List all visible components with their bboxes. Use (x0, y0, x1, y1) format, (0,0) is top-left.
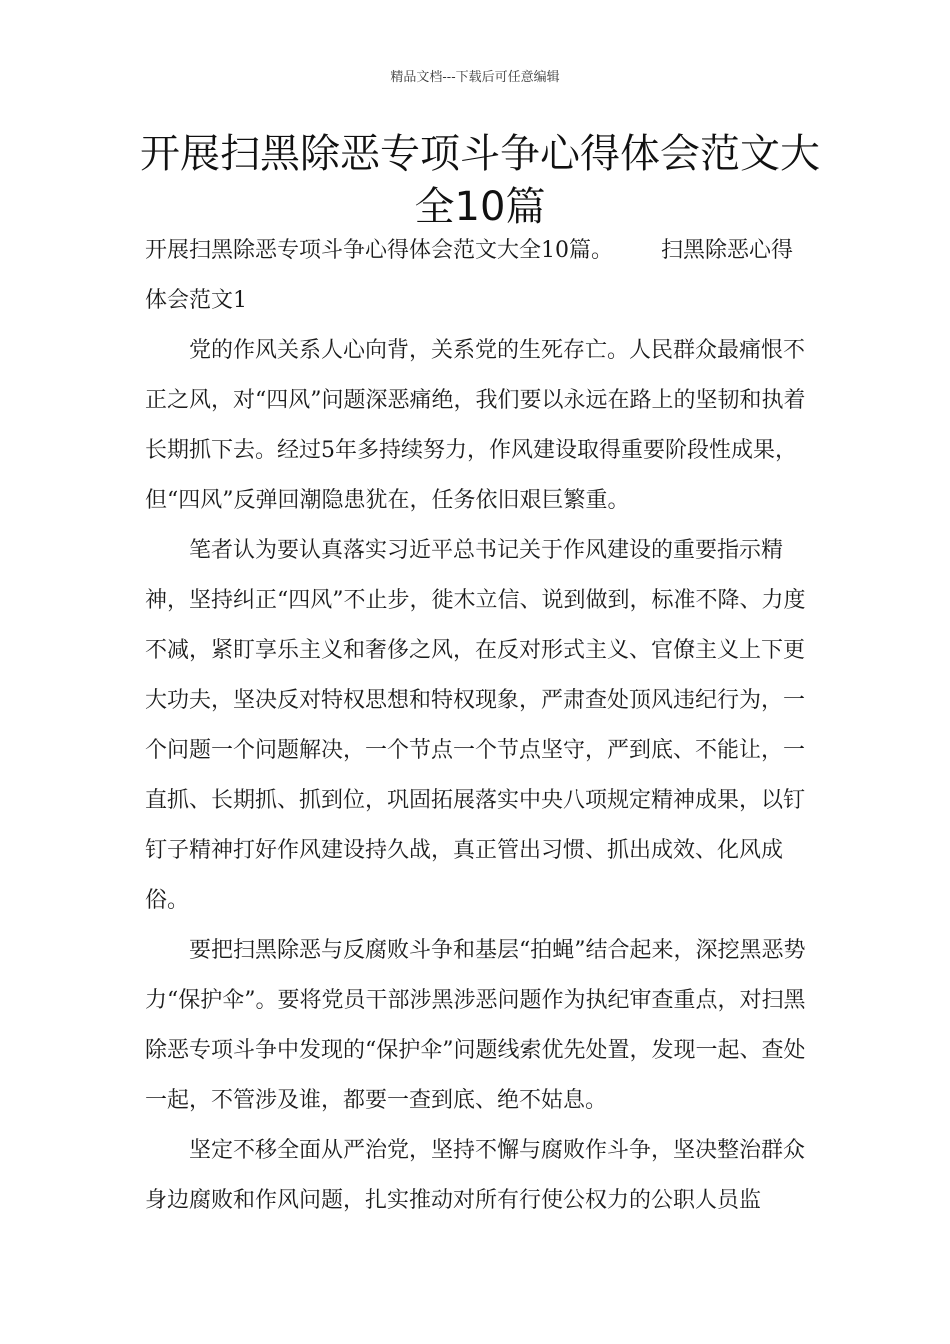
body-paragraph-3: 要把扫黑除恶与反腐败斗争和基层“拍蝇”结合起来，深挖黑恶势力“保护伞”。要将党员干部涉黑涉恶问题作为执纪审查重点，对扫黑除恶专项斗争中发现的“保护伞”问题线索优先处置，发现一起、查处一起，不管涉及谁，都要一查到底、绝不姑息。 (145, 938, 806, 1113)
section-heading: 扫黑除恶心得体会范文1 (145, 238, 794, 313)
body-paragraph-4: 坚定不移全面从严治党，坚持不懈与腐败作斗争，坚决整治群众身边腐败和作风问题，扎实推动对所有行使公权力的公职人员监 (145, 1138, 806, 1213)
body-paragraph-2: 笔者认为要认真落实习近平总书记关于作风建设的重要指示精神，坚持纠正“四风”不止步，徙木立信、说到做到，标准不降、力度不减，紧盯享乐主义和奢侈之风，在反对形式主义、官僚主义上下更大功夫，坚决反对特权思想和特权现象，严肃查处顶风违纪行为，一个问题一个问题解决，一个节点一个节点坚守，严到底、不能让，一直抓、长期抓、抓到位，巩固拓展落实中央八项规定精神成果，以钉钉子精神打好作风建设持久战，真正管出习惯、抓出成效、化风成俗。 (145, 538, 806, 913)
title-line-1: 开展扫黑除恶专项斗争心得体会范文大 (140, 131, 820, 177)
intro-text: 开展扫黑除恶专项斗争心得体会范文大全10篇。 (145, 238, 613, 263)
document-body (145, 226, 811, 1226)
document-title (130, 128, 830, 234)
intro-paragraph (145, 226, 811, 326)
page-header-note: 精品文档---下载后可任意编辑 (390, 70, 560, 85)
title-line-2: 全10篇 (414, 184, 546, 230)
body-paragraph-1: 党的作风关系人心向背，关系党的生死存亡。人民群众最痛恨不正之风，对“四风”问题深恶痛绝，我们要以永远在路上的坚韧和执着长期抓下去。经过5年多持续努力，作风建设取得重要阶段性成果，但“四风”反弹回潮隐患犹在，任务依旧艰巨繁重。 (145, 338, 806, 513)
